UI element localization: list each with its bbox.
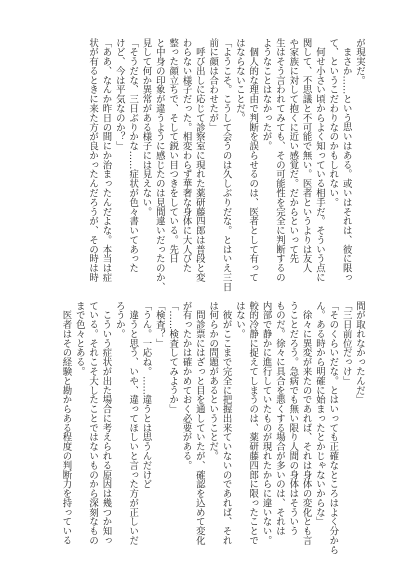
text-column: て、というこだわりなのかもしれない。 xyxy=(327,38,339,208)
text-column: 「検査？」 xyxy=(153,301,165,348)
text-column: 「そのくらいだな。とはいっても正確なところはよく分から xyxy=(327,301,339,555)
text-column: うことだろう。急病でも無い限り人間の身体はそういう xyxy=(287,301,299,536)
text-column: 個人的な理由で判断を誤らせるのは、医者として有って xyxy=(247,38,259,283)
text-column: 見して何か異常がある様子には見えない。 xyxy=(140,38,152,217)
text-column: 違うと思う、いや、違ってほしいと言った方が正しいだ xyxy=(127,301,139,546)
text-column: が有ったかは確かめておく必要がある。 xyxy=(180,301,192,471)
text-column: まさか……という思いはある。或いはそれは、彼に限っ xyxy=(340,38,352,283)
text-column: 「うん。一応ね。……違うとは思うんだけど xyxy=(140,301,152,489)
text-column: 徐々に異変が来たのであれば、それは身体の変化とも言 xyxy=(300,301,312,546)
text-column: けど、今は平気なのか？」 xyxy=(113,38,125,151)
text-column: ろうか。 xyxy=(113,301,125,339)
text-column: ている。それこそ大したことではないものから深刻なもの xyxy=(87,301,99,546)
text-column: 「ああ、なんか昨日の間にか治まったんだよな。本当は症 xyxy=(100,38,112,283)
text-column: こういう症状が出た場合に考えられる原因は幾つか知っ xyxy=(100,301,112,546)
text-column: 医者はその経験と勘からある程度の判断力を持っている xyxy=(60,301,72,546)
text-column: 「そうだな、三日ぶりかな……症状が色々書いてあった xyxy=(127,38,139,273)
text-column: は何らかの問題があるということだ。 xyxy=(207,301,219,461)
text-column: 内部で静かに進行していたものが現れたからに違いない。 xyxy=(260,301,272,546)
text-column: はない。 xyxy=(233,301,245,339)
text-column: わらない様子だった。相変わらず華奢な身体に大人びた xyxy=(180,38,192,273)
text-column: 間が取れなかったんだ」 xyxy=(354,301,365,405)
text-column: 彼がここまで完全に把握出来ていないのであれば、それ xyxy=(220,301,232,546)
upper-text-block xyxy=(86,38,366,292)
lower-text-block xyxy=(59,301,366,555)
text-column: ようなことはなかったが。 xyxy=(260,38,272,151)
text-column: 状が有るときに来た方が良かったんだろうが、その時は時 xyxy=(87,38,99,283)
text-column: はならないことだ。 xyxy=(233,38,245,123)
text-column: が現実だ。 xyxy=(354,38,365,85)
text-column: 関して、不思議と不可能で無い。医者というよりは友人 xyxy=(300,38,312,273)
text-column: 問診票にはざっと目を通していたが、確認を込めて変化 xyxy=(193,301,205,546)
text-column: 「ようこそ。こうして会うのは久しぶりだな。とはいえ三日 xyxy=(220,38,232,292)
text-column: 「……検査してみようか」 xyxy=(167,301,179,414)
text-column: 「三日前位だっけ」 xyxy=(340,301,352,386)
text-column: や家族に対して抱くに近い感覚だ。だからといって先 xyxy=(287,38,299,264)
text-column: 呼び出しに応じて診察室に現れた薬研藤四郎は普段と変 xyxy=(193,38,205,283)
text-column: と中身の印象が違うように感じたのは見間違いだったのか、 xyxy=(153,38,165,292)
text-column: まで色々とある。 xyxy=(73,301,85,377)
text-column: ん。ある時から明確に始まったとかじゃないからな」 xyxy=(313,301,325,527)
text-column: 較的冷静に捉えてしまうのは、薬研藤四郎に限ったことで xyxy=(247,301,259,546)
text-column: 整った顔立ちで、そして鋭い目つきをしている。先日 xyxy=(167,38,179,264)
text-column: ものだ。徐々に具合を悪くする場合が多いのは、それは xyxy=(273,301,285,536)
text-column: 前に顔は合わせたが」 xyxy=(207,38,219,132)
text-column: 生はそう言われてみても、その可能性を完全に判断するの xyxy=(273,38,285,283)
text-column: 何せ小さい頃からよく知っている相手だ。そういう点に xyxy=(313,38,325,283)
